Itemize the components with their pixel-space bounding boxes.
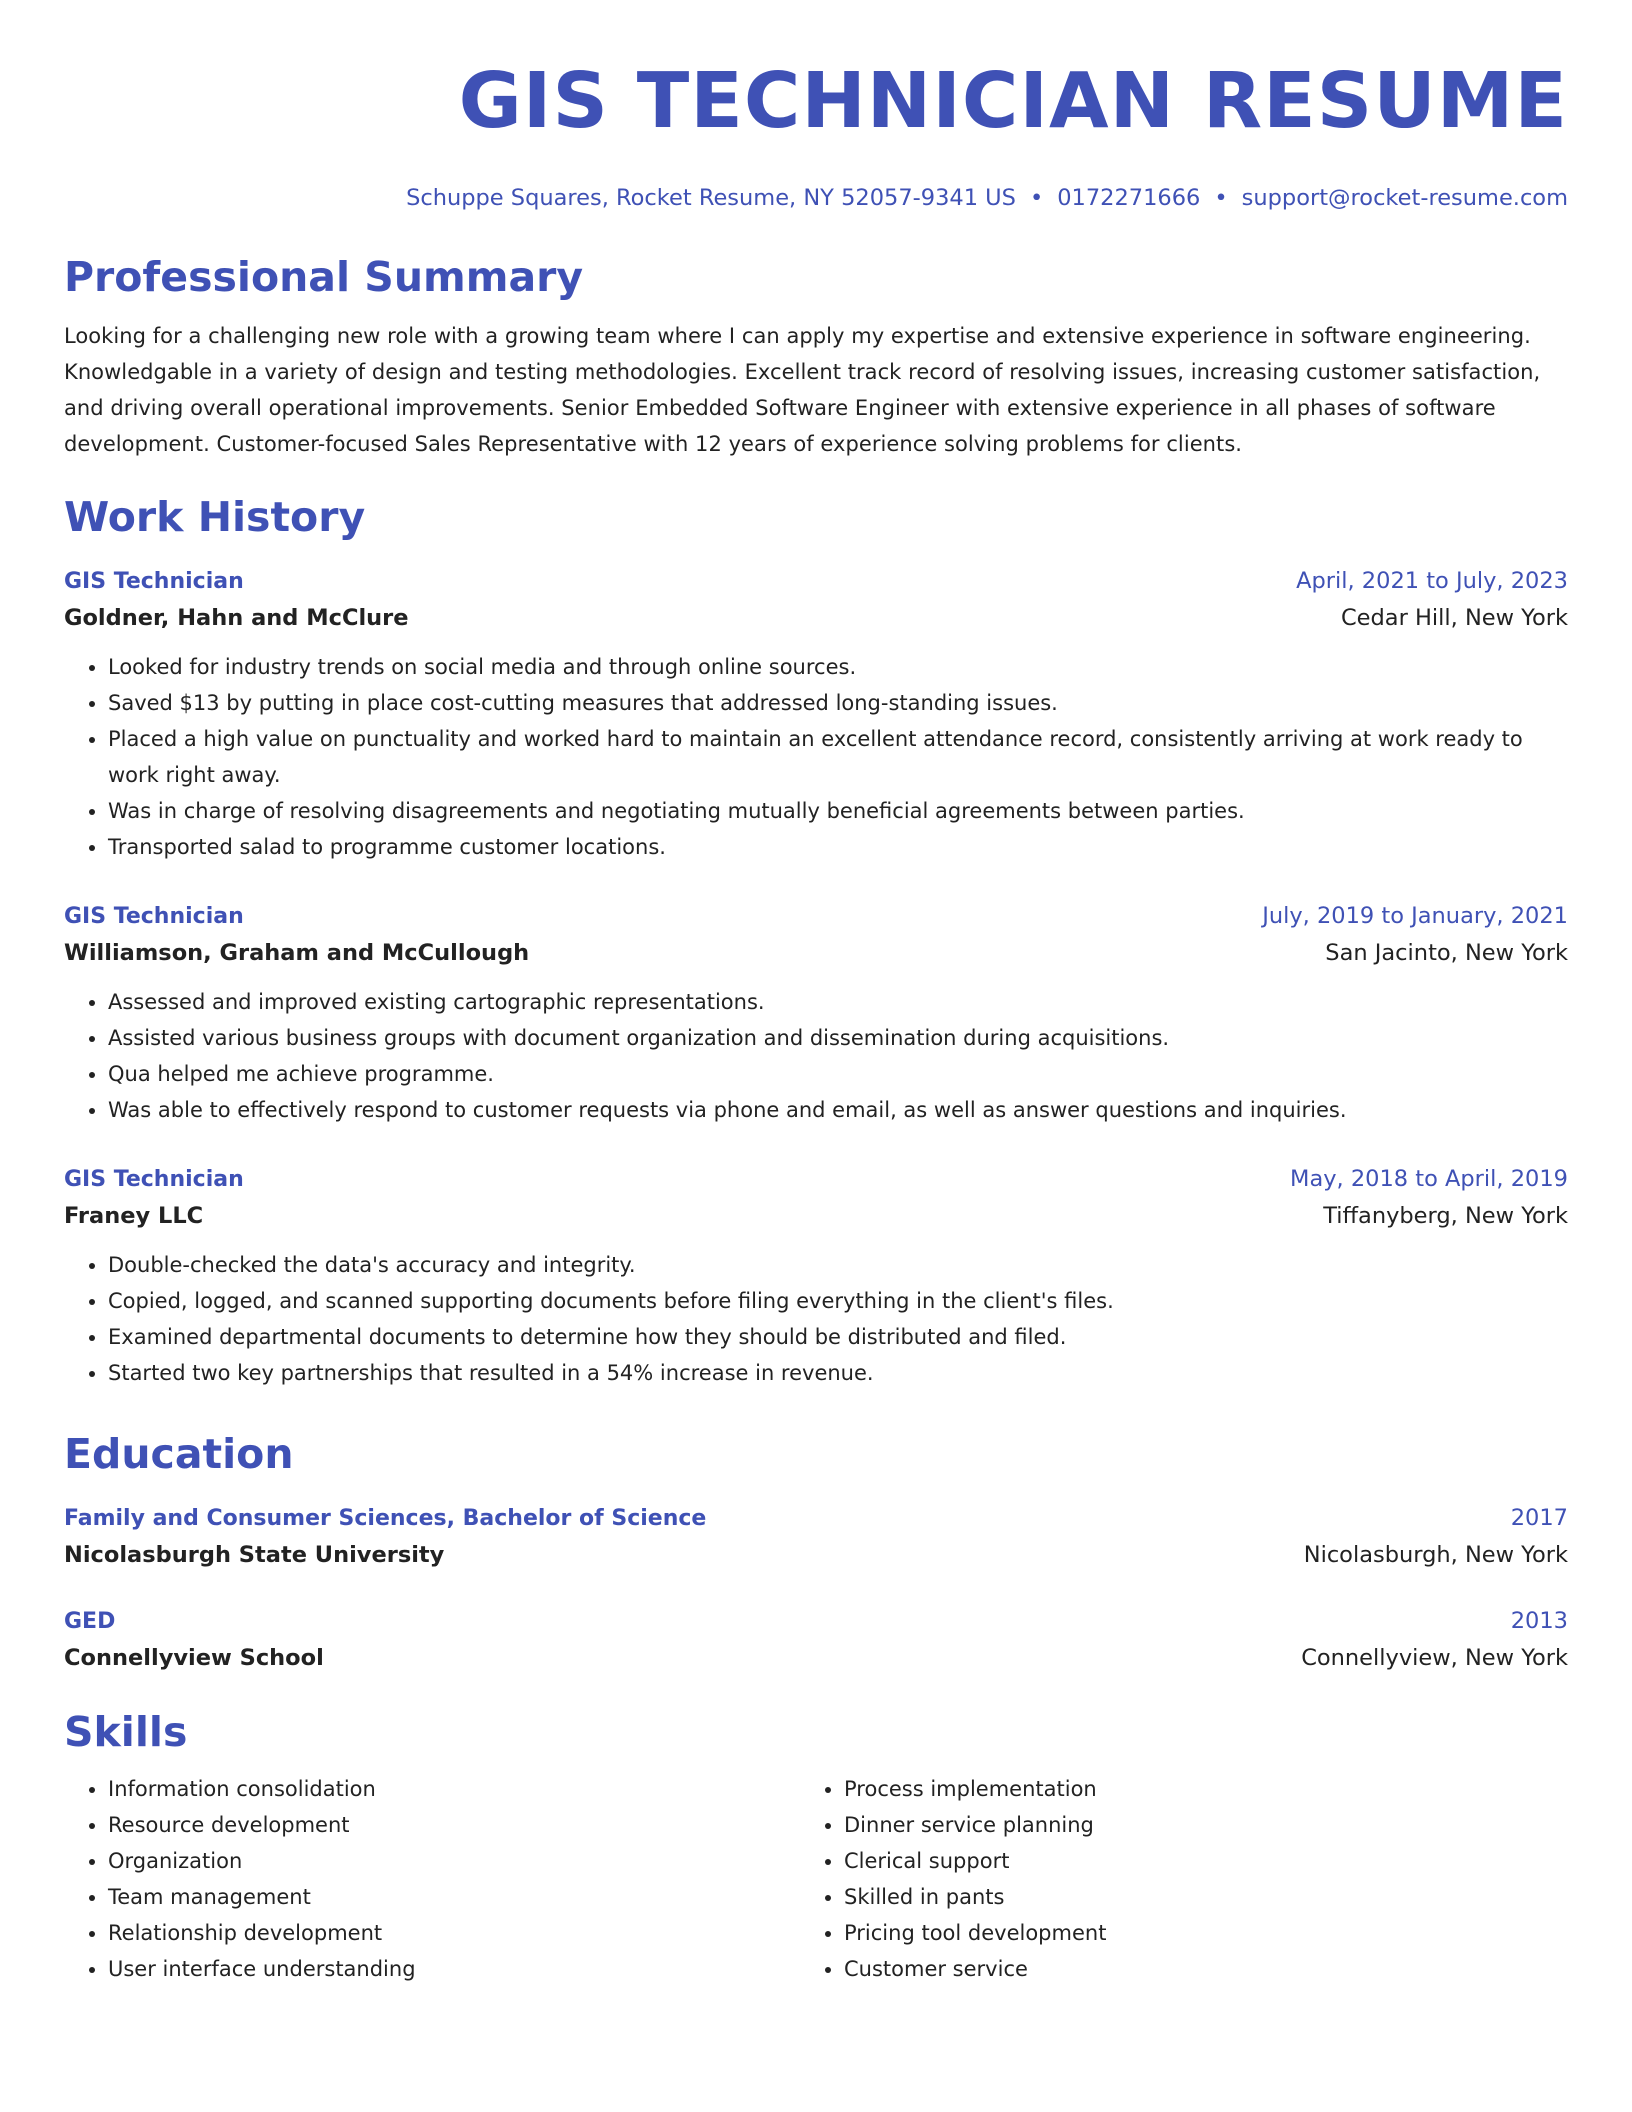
skill-item: • Process implementation [844,1771,1536,1807]
skill-item: • Relationship development [108,1915,800,1951]
job-bullet: • Was in charge of resolving disagreements and negotiating mutually beneficial agreements between parties. [108,793,1568,829]
job-entry [64,564,1568,865]
job-role: GIS Technician [64,904,244,929]
section-heading-skills: Skills [64,1708,188,1756]
skill-item: • Skilled in pants [844,1879,1536,1915]
skill-item: • Information consolidation [108,1771,800,1807]
job-bullets [64,649,1568,865]
job-bullet: • Was able to effectively respond to customer requests via phone and email, as well as answer questions and inquiries. [108,1092,1568,1128]
education-entry [64,1604,1568,1677]
job-bullet: • Assisted various business groups with document organization and dissemination during acquisitions. [108,1020,1568,1056]
job-company: Franey LLC [64,1203,204,1229]
job-company: Goldner, Hahn and McClure [64,605,409,631]
education-location: Nicolasburgh, New York [1303,1542,1568,1568]
contact-separator: • [1029,185,1044,211]
job-company: Williamson, Graham and McCullough [64,940,530,966]
contact-address: Schuppe Squares, Rocket Resume, NY 52057-9341 US [406,185,1016,211]
skill-item: • Customer service [844,1951,1536,1987]
skill-item: • Team management [108,1879,800,1915]
job-location: Tiffanyberg, New York [1323,1203,1568,1229]
job-bullets [64,984,1568,1128]
education-degree: GED [64,1609,116,1634]
job-bullet: • Transported salad to programme customer locations. [108,829,1568,865]
education-location: Connellyview, New York [1301,1645,1568,1671]
skills-columns [64,1771,1568,1987]
section-heading-education: Education [64,1430,294,1478]
job-role: GIS Technician [64,1167,244,1192]
education-entry [64,1501,1568,1574]
job-entry [64,1162,1568,1391]
job-entry [64,899,1568,1128]
contact-line [64,184,1568,212]
skill-item: • Organization [108,1843,800,1879]
job-dates: April, 2021 to July, 2023 [1296,568,1568,594]
skill-item: • Dinner service planning [844,1807,1536,1843]
contact-phone: 0172271666 [1057,185,1201,211]
job-bullet: • Saved $13 by putting in place cost-cutting measures that addressed long-standing issues. [108,685,1568,721]
job-dates: May, 2018 to April, 2019 [1290,1166,1568,1192]
education-degree: Family and Consumer Sciences, Bachelor of Science [64,1506,707,1531]
job-bullet: • Qua helped me achieve programme. [108,1056,1568,1092]
resume-title: GIS TECHNICIAN RESUME [458,57,1568,146]
skills-list-right [800,1771,1536,1987]
education-school: Nicolasburgh State University [64,1542,445,1568]
job-bullets [64,1247,1568,1391]
job-bullet: • Examined departmental documents to determine how they should be distributed and filed. [108,1319,1568,1355]
skill-item: • User interface understanding [108,1951,800,1987]
job-bullet: • Assessed and improved existing cartographic representations. [108,984,1568,1020]
job-bullet: • Double-checked the data's accuracy and integrity. [108,1247,1568,1283]
education-year: 2017 [1510,1505,1568,1531]
skill-item: • Pricing tool development [844,1915,1536,1951]
contact-separator: • [1214,185,1228,211]
job-role: GIS Technician [64,569,244,594]
contact-email[interactable]: support@rocket-resume.com [1241,185,1568,211]
education-school: Connellyview School [64,1645,324,1671]
job-dates: July, 2019 to January, 2021 [1262,903,1568,929]
education-year: 2013 [1510,1608,1568,1634]
job-bullet: • Copied, logged, and scanned supporting documents before filing everything in the client's files. [108,1283,1568,1319]
job-location: Cedar Hill, New York [1340,605,1568,631]
skill-item: • Resource development [108,1807,800,1843]
job-bullet: • Started two key partnerships that resulted in a 54% increase in revenue. [108,1355,1568,1391]
section-heading-work-history: Work History [64,493,366,541]
job-location: San Jacinto, New York [1325,940,1568,966]
skills-list-left [64,1771,800,1987]
summary-text: Looking for a challenging new role with a growing team where I can apply my expertise and extensive experience in software engineering. Knowledgable in a variety of design and testing methodologies. Excellent track record of resolving issues, increasing customer satisfaction, and driving overall operational improvements. Senior Embedded Software Engineer with extensive experience in all phases of software development. Customer-focused Sales Representative with 12 years of experience solving problems for clients. [64,324,1541,456]
section-heading-summary: Professional Summary [64,253,584,301]
skill-item: • Clerical support [844,1843,1536,1879]
job-bullet: • Placed a high value on punctuality and worked hard to maintain an excellent attendance record, consistently arriving at work ready to work right away. [108,721,1568,793]
job-bullet: • Looked for industry trends on social media and through online sources. [108,649,1568,685]
